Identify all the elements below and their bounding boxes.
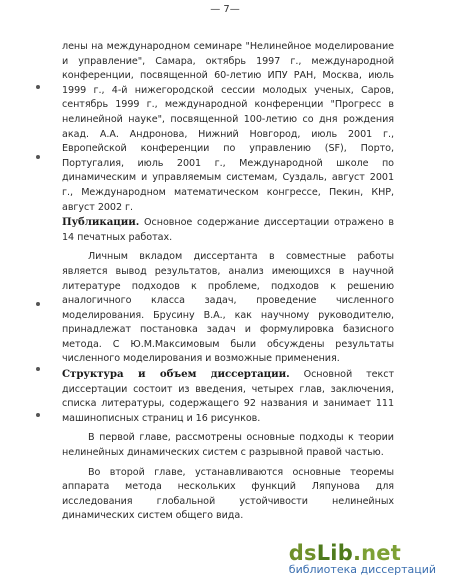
logo-dot: . [352,541,362,565]
paragraph-conferences [62,40,394,215]
page-number: — 7— [210,4,240,15]
logo-ds: ds [288,541,317,565]
section-heading-publications: Публикации. [62,216,140,229]
dslib-watermark [289,542,436,576]
paragraph-text: Основной текст диссертации состоит из введения, четырех глав, заключения, списка литературы, содержащего 92 названия и занимает 111 машинописных страниц и 16 рисунков. [62,369,395,424]
paragraph-chapter-one [62,431,394,460]
paragraph-chapter-two [62,466,394,524]
margin-dot [36,413,40,417]
logo-net: net [361,541,401,565]
paragraph-publications [62,215,394,245]
margin-dot [36,302,40,306]
margin-dot [36,367,40,371]
margin-dot [36,155,40,159]
watermark-subtitle: библиотека диссертаций [288,563,436,576]
paragraph-personal-contribution [62,250,394,367]
document-body [62,40,394,524]
paragraph-text: Личным вкладом диссертанта в совместные работы является вывод результатов, анализ имеющихся в научной литературе подходов к проблеме, подходов к решению аналогичного класса задач, проведение численного моделирования. Брусину В.А., как научному руководителю, принадлежат постановка задач и формулировка базисного метода. С Ю.М.Максимовым были обсуждены результаты численного моделирования и возможные применения. [62,251,394,365]
paragraph-text: Во второй главе, устанавливаются основные теоремы аппарата метода нескольких функций Ляпунова для исследования глобальной устойчивости нелинейных динамических систем общего вида. [62,466,394,522]
paragraph-text: Основное содержание диссертации отражено в 14 печатных работах. [62,217,394,243]
logo-lib: Lib [316,541,353,565]
paragraph-text: лены на международном семинаре "Нелинейное моделирование и управление", Самара, октябрь 1997 г., международной конференции, посвященной 60-летию ИПУ РАН, Москва, июль 1999 г., 4-й нижегородской сессии молодых ученых, Саров, сентябрь 1999 г., международной конференции "Прогресс в нелинейной науке", посвященной 100-летию со дня рождения акад. А.А. Андронова, Нижний Новгород, июль 2001 г., Европейской конференции по управлению (SF), Порто, Португалия, июль 2001 г., Международной школе по динамическим и управляемым системам, Суздаль, август 2001 г., Международном математическом конгрессе, Пекин, КНР, август 2002 г. [62,41,394,213]
margin-dot [36,85,40,89]
dslib-logo [289,542,436,564]
section-heading-structure: Структура и объем диссертации. [62,368,290,381]
paragraph-text: В первой главе, рассмотрены основные подходы к теории нелинейных динамических систем с разрывной правой частью. [62,432,394,459]
paragraph-structure [62,367,394,426]
